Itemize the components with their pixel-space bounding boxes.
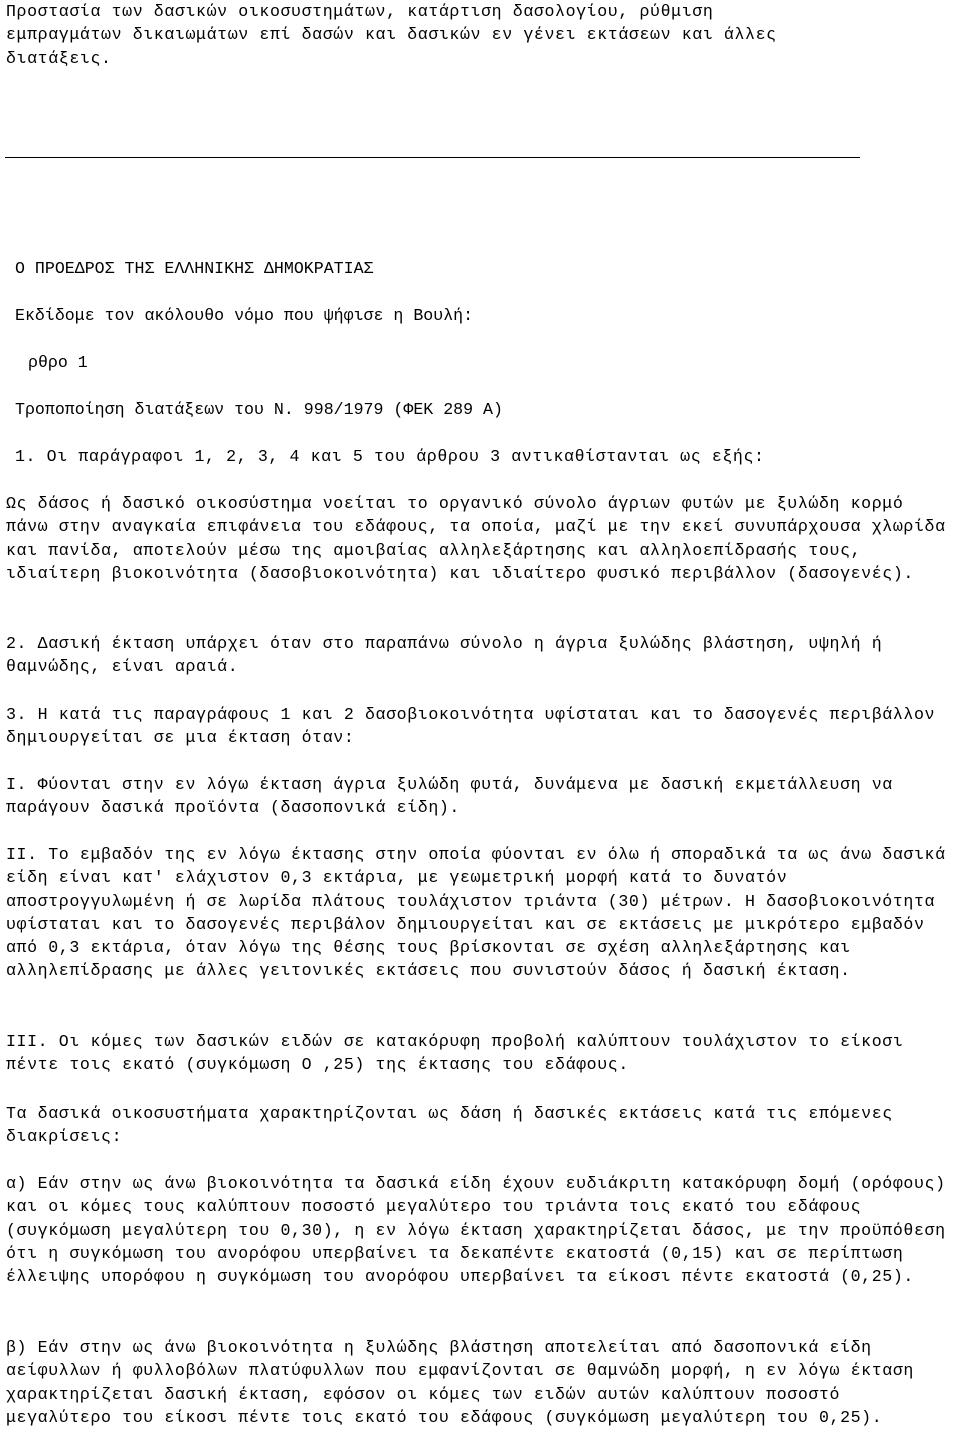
item-b: β) Εάν στην ως άνω βιοκοινότητα η ξυλώδης βλάστηση αποτελείται από δασοπονικά είδη αείφυλλων ή φυλλοβόλων πλατύφυλλων που εμφανίζονται σε θαμνώδη μορφή, η εν λόγω έκταση χαρακτηρίζεται δασική έκταση, εφόσον οι κόμες των ειδών αυτών καλύπτουν ποσοστό μεγαλύτερο του είκοσι πέντε τοις εκατό του εδάφους (συγκόμωση μεγαλύτερη του 0,25).: [6, 1338, 914, 1427]
title-line-2: εμπραγμάτων δικαιωμάτων επί δασών και δασικών εν γένει εκτάσεων και άλλες: [6, 25, 777, 45]
subparagraph-i: Ι. Φύονται στην εν λόγω έκταση άγρια ξυλώδη φυτά, δυνάμενα με δασική εκμετάλλευση να παράγουν δασικά προϊόντα (δασοπονικά είδη).: [6, 775, 893, 818]
president-heading: Ο ΠΡΟΕΔΡΟΣ ΤΗΣ ΕΛΛΗΝΙΚΗΣ ΔΗΜΟΚΡΑΤΙΑΣ: [15, 259, 374, 278]
title-line-1: Προστασία των δασικών οικοσυστημάτων, κατάρτιση δασολογίου, ρύθμιση: [6, 2, 714, 21]
paragraph-forest-definition: Ως δάσος ή δασικό οικοσύστημα νοείται το οργανικό σύνολο άγριων φυτών με ξυλώδη κορμό πάνω στην αναγκαία επιφάνεια του εδάφους, τα οποία, μαζί με την εκεί συνυπάρχουσα χλωρίδα και πανίδα, αποτελούν μέσω της αμοιβαίας αλληλεξάρτησης και αλληλοεπίδρασής τους, ιδιαίτερη βιοκοινότητα (δασοβιοκοινότητα) και ιδιαίτερο φυσικό περιβάλλον (δασογενές).: [6, 494, 946, 583]
document-title: [6, 0, 946, 70]
item-a: α) Εάν στην ως άνω βιοκοινότητα τα δασικά είδη έχουν ευδιάκριτη κατακόρυφη δομή (ορόφους) και οι κόμες τους καλύπτουν ποσοστό μεγαλύτερο του τριάντα τοις εκατό του εδάφους (συγκόμωση μεγαλύτερη του 0,30), η εν λόγω έκταση χαρακτηρίζεται δάσος, με την προϋπόθεση ότι η συγκόμωση του ανορόφου υπερβαίνει τα δεκαπέντε εκατοστά (0,15) και σε περίπτωση έλλειψης υπορόφου η συγκόμωση του ανορόφου υπερβαίνει τα είκοσι πέντε εκατοστά (0,25).: [6, 1174, 946, 1287]
title-line-3: διατάξεις.: [6, 48, 112, 68]
issue-line: Εκδίδομε τον ακόλουθο νόμο που ψήφισε η Βουλή:: [15, 306, 474, 325]
paragraph-classifications: Τα δασικά οικοσυστήματα χαρακτηρίζονται ως δάση ή δασικές εκτάσεις κατά τις επόμενες διακρίσεις:: [6, 1104, 893, 1147]
separator-line: [5, 157, 860, 158]
subparagraph-iii: ΙΙΙ. Οι κόμες των δασικών ειδών σε κατακόρυφη προβολή καλύπτουν τουλάχιστον το είκοσι πέντε τοις εκατό (συγκόμωση Ο ,25) της έκτασης του εδάφους.: [6, 1032, 904, 1075]
paragraph-3: 3. Η κατά τις παραγράφους 1 και 2 δασοβιοκοινότητα υφίσταται και το δασογενές περιβάλλον δημιουργείται σε μια έκταση όταν:: [6, 705, 936, 748]
article-heading: ρθρο 1: [28, 353, 88, 372]
paragraph-2: 2. Δασική έκταση υπάρχει όταν στο παραπάνω σύνολο η άγρια ξυλώδης βλάστηση, υψηλή ή θαμνώδης, είναι αραιά.: [6, 634, 883, 677]
amendment-heading: Τροποποίηση διατάξεων του Ν. 998/1979 (ΦΕΚ 289 Α): [15, 400, 503, 419]
subparagraph-ii: ΙΙ. Το εμβαδόν της εν λόγω έκτασης στην οποία φύονται εν όλω ή σποραδικά τα ως άνω δασικά είδη είναι κατ' ελάχιστον 0,3 εκτάρια, με γεωμετρική μορφή κατά το δυνατόν αποστρογγυλωμένη ή σε λωρίδα πλάτους τουλάχιστον τριάντα (30) μέτρων. Η δασοβιοκοινότητα υφίσταται και το δασογενές περιβάλον δημιουργείται και σε εκτάσεις με μικρότερο εμβαδόν από 0,3 εκτάρια, όταν λόγω της θέσης τους βρίσκονται σε σχέση αλληλεξάρτησης και αλληλεπίδρασης με άλλες γειτονικές εκτάσεις που συνιστούν δάσος ή δασική έκταση.: [6, 845, 946, 981]
paragraph-1: 1. Οι παράγραφοι 1, 2, 3, 4 και 5 του άρθρου 3 αντικαθίστανται ως εξής:: [15, 447, 765, 466]
